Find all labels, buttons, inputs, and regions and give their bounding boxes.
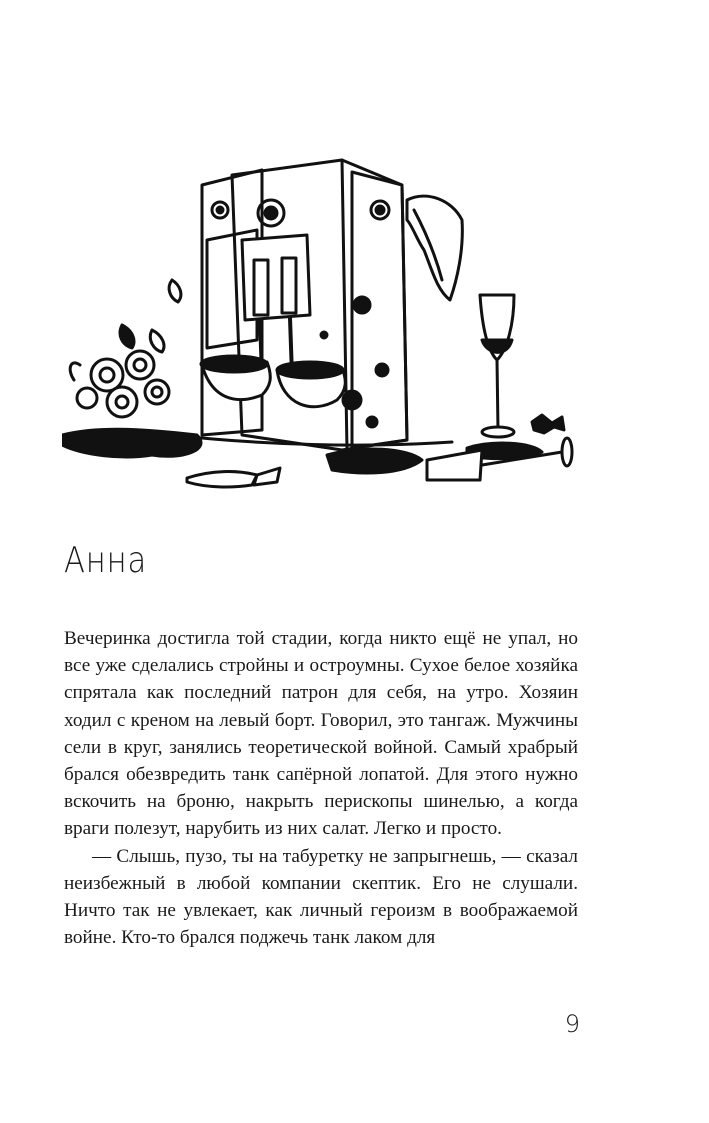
coffee-machine-illustration [62, 130, 582, 505]
flowers-bouquet [70, 280, 181, 417]
champagne-glass [480, 295, 514, 437]
body-text [64, 625, 578, 951]
page-number: 9 [564, 1010, 580, 1038]
spout-module [242, 235, 310, 320]
knife [187, 468, 280, 487]
spill-left [62, 429, 201, 457]
paragraph: Вечеринка достигла той стадии, когда никто ещё не упал, но все уже сделались стройны и остроумны. Сухое белое хозяйка спрятала как последний патрон для себя, на утро. Хозяин ходил с креном на левый борт. Говорил, это тангаж. Мужчины сели в круг, занялись теоретической войной. Самый храбрый брался обезвредить танк сапёрной лопатой. Для этого нужно вскочить на броню, накрыть перископы шинелью, а когда враги полезут, нарубить из них салат. Легко и просто. [64, 628, 578, 840]
chapter-title: Анна [64, 540, 148, 581]
candy [532, 415, 564, 433]
spill-right [327, 449, 422, 473]
paragraph: — Слышь, пузо, ты на табуретку не запрыгнешь, — сказал неизбежный в любой компании скептик. Его не слушали. Ничто так не увлекает, как личный героизм в воображаемой войне. Кто-то брался поджечь танк лаком для [64, 845, 578, 949]
